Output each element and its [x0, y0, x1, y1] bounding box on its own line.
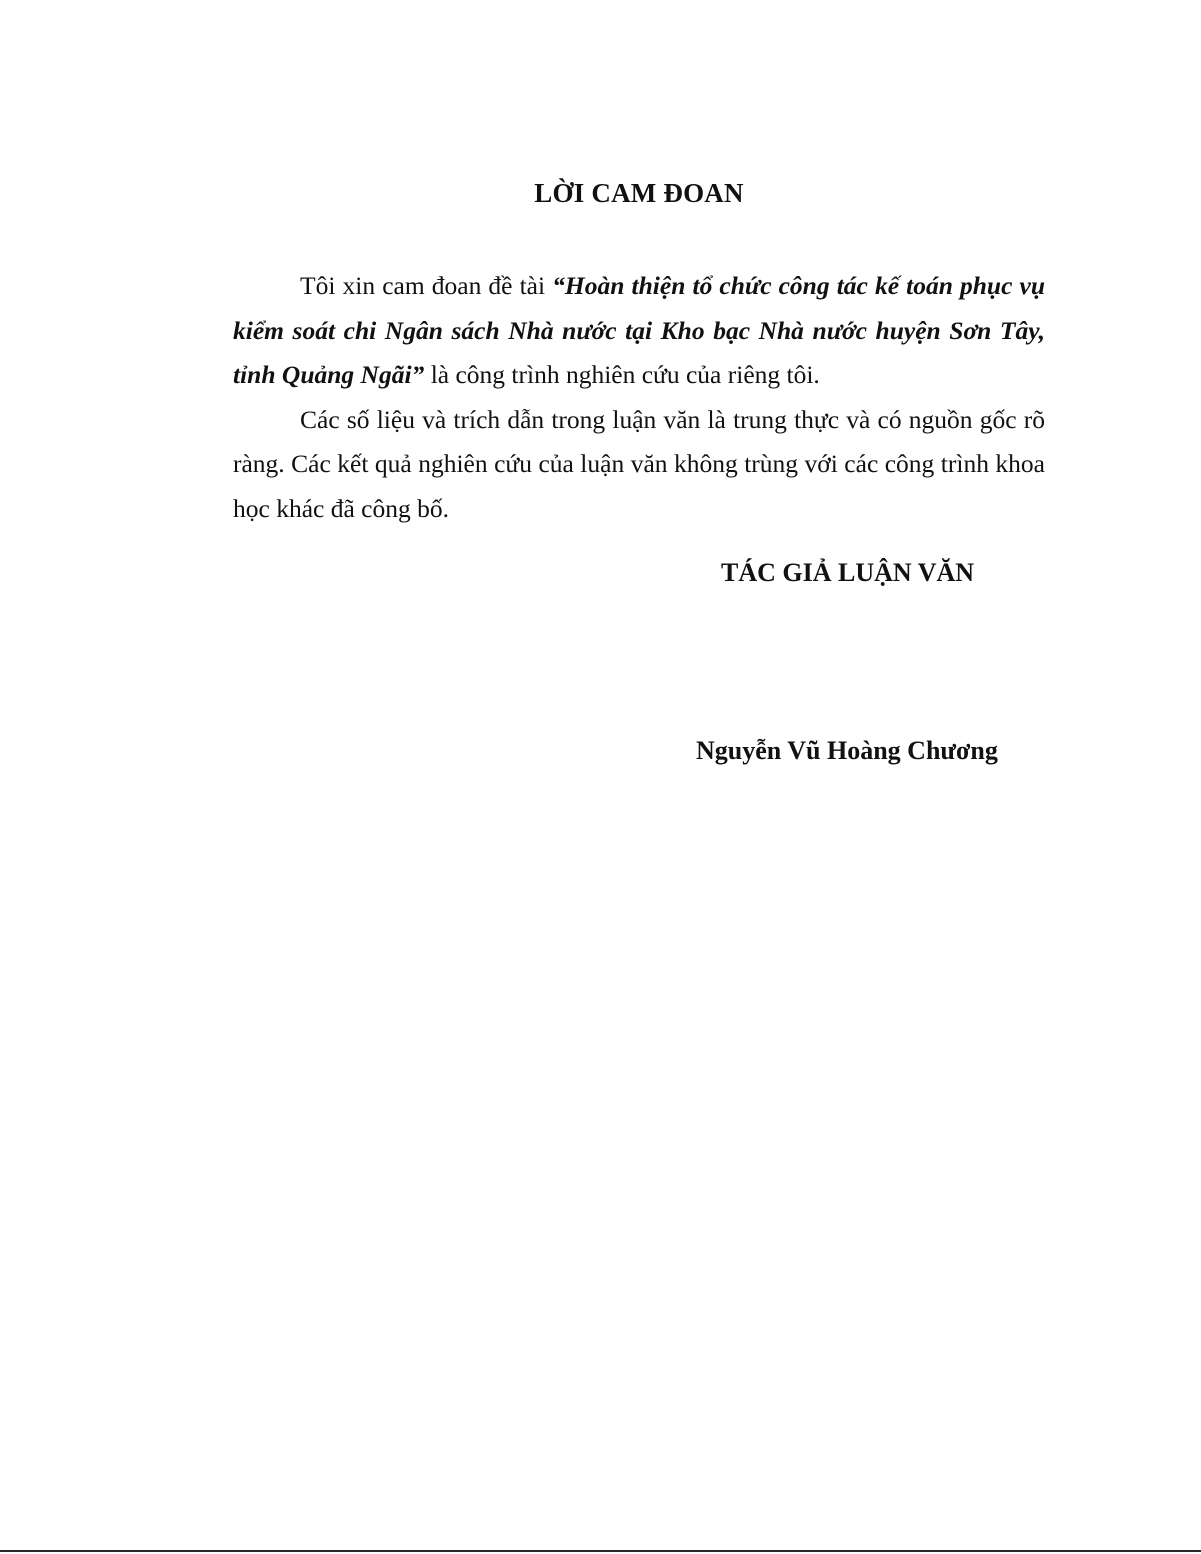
declaration-paragraph-2: Các số liệu và trích dẫn trong luận văn là trung thực và có nguồn gốc rõ ràng. Các kết quả nghiên cứu của luận văn không trùng với các công trình khoa học khác đã công bố. — [233, 404, 1045, 523]
page-bottom-divider — [0, 1550, 1201, 1552]
signature-label: TÁC GIẢ LUẬN VĂN — [721, 558, 975, 587]
author-name: Nguyễn Vũ Hoàng Chương — [696, 736, 998, 765]
paragraph-intro: Tôi xin cam đoan đề tài — [300, 271, 553, 300]
page-title: LỜI CAM ĐOAN — [534, 178, 744, 208]
declaration-body — [233, 264, 1045, 531]
paragraph-ending: là công trình nghiên cứu của riêng tôi. — [424, 360, 820, 389]
thesis-topic: “Hoàn thiện tổ chức công tác kế toán phục vụ kiểm soát chi Ngân sách Nhà nước tại Kho bạc Nhà nước huyện Sơn Tây, tỉnh Quảng Ngãi” — [233, 271, 1046, 389]
declaration-paragraph-1 — [233, 264, 1045, 398]
